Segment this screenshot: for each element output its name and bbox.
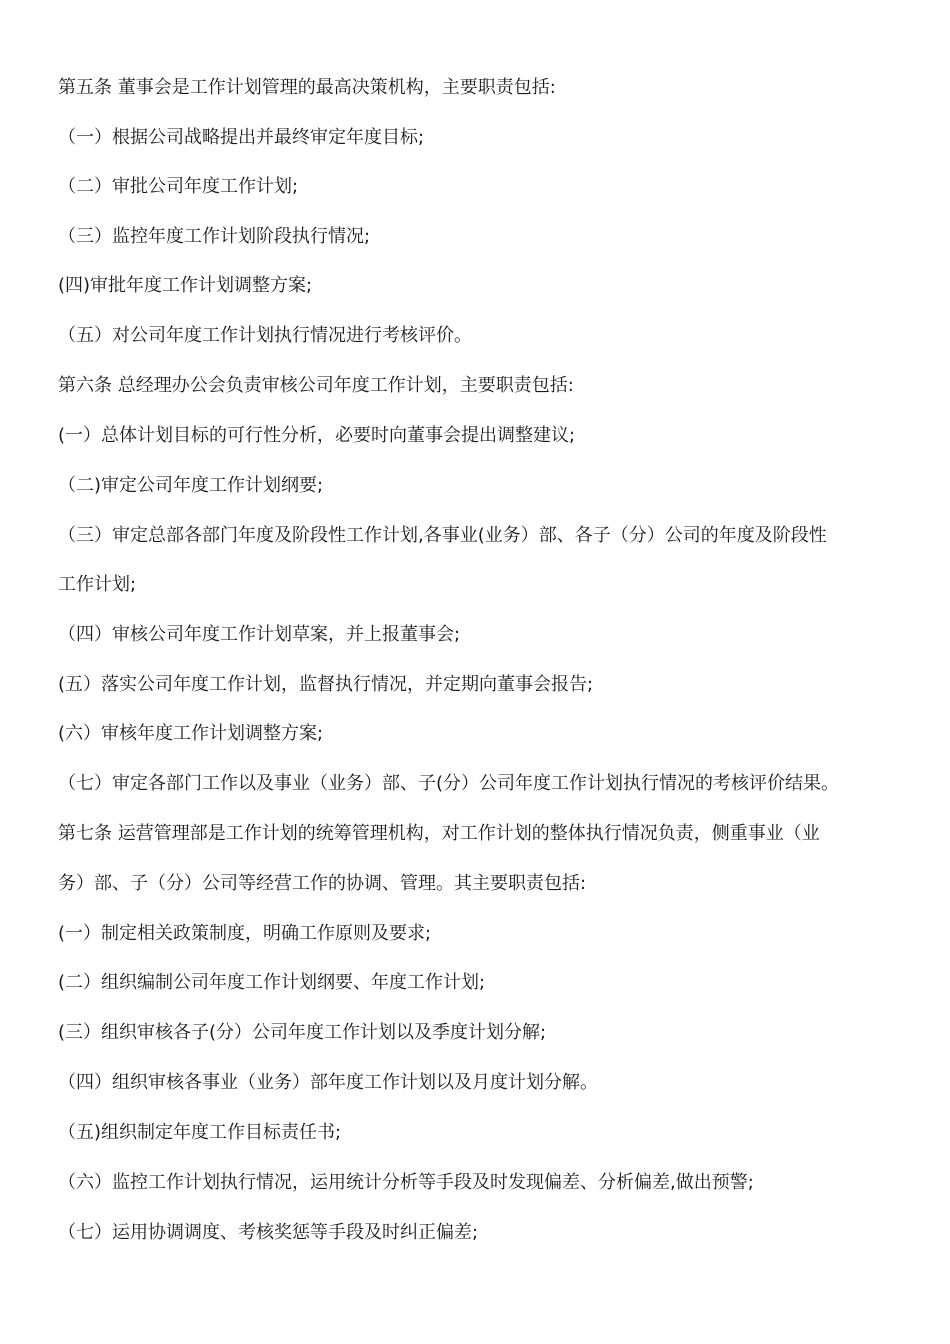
article-7-item-5: （五)组织制定年度工作目标责任书; (58, 1122, 342, 1143)
article-6-item-7: （七）审定各部门工作以及事业（业务）部、子(分）公司年度工作计划执行情况的考核评价结果。 (58, 773, 840, 794)
article-5-item-1: （一）根据公司战略提出并最终审定年度目标; (58, 127, 425, 148)
article-5-item-4: (四)审批年度工作计划调整方案; (58, 275, 313, 296)
article-7-item-1: (一）制定相关政策制度，明确工作原则及要求; (58, 923, 432, 944)
article-6-item-2: （二)审定公司年度工作计划纲要; (58, 475, 324, 496)
article-6-item-3: （三）审定总部各部门年度及阶段性工作计划,各事业(业务）部、各子（分）公司的年度及阶段性 (58, 525, 827, 546)
article-6-heading: 第六条 总经理办公会负责审核公司年度工作计划，主要职责包括: (58, 375, 574, 396)
article-6-item-6: (六）审核年度工作计划调整方案; (58, 723, 324, 744)
article-7-item-3: (三）组织审核各子(分）公司年度工作计划以及季度计划分解; (58, 1022, 547, 1043)
article-7-item-4: （四）组织审核各事业（业务）部年度工作计划以及月度计划分解。 (58, 1072, 598, 1093)
article-7-heading-cont: 务）部、子（分）公司等经营工作的协调、管理。其主要职责包括: (58, 873, 587, 894)
article-5-item-3: （三）监控年度工作计划阶段执行情况; (58, 226, 371, 247)
article-5-heading: 第五条 董事会是工作计划管理的最高决策机构，主要职责包括: (58, 77, 556, 98)
article-7-item-7: （七）运用协调调度、考核奖惩等手段及时纠正偏差; (58, 1222, 479, 1243)
article-6-item-4: （四）审核公司年度工作计划草案，并上报董事会; (58, 624, 461, 645)
article-6-item-3-cont: 工作计划; (58, 574, 137, 595)
article-7-item-6: （六）监控工作计划执行情况，运用统计分析等手段及时发现偏差、分析偏差,做出预警; (58, 1172, 754, 1193)
article-7-heading: 第七条 运营管理部是工作计划的统筹管理机构，对工作计划的整体执行情况负责，侧重事业（业 (58, 823, 820, 844)
article-6-item-1: (一）总体计划目标的可行性分析，必要时向董事会提出调整建议; (58, 425, 576, 446)
article-7-item-2: (二）组织编制公司年度工作计划纲要、年度工作计划; (58, 972, 486, 993)
article-5-item-2: （二）审批公司年度工作计划; (58, 176, 299, 197)
article-6-item-5: (五）落实公司年度工作计划，监督执行情况，并定期向董事会报告; (58, 674, 594, 695)
article-5-item-5: （五）对公司年度工作计划执行情况进行考核评价。 (58, 325, 472, 346)
